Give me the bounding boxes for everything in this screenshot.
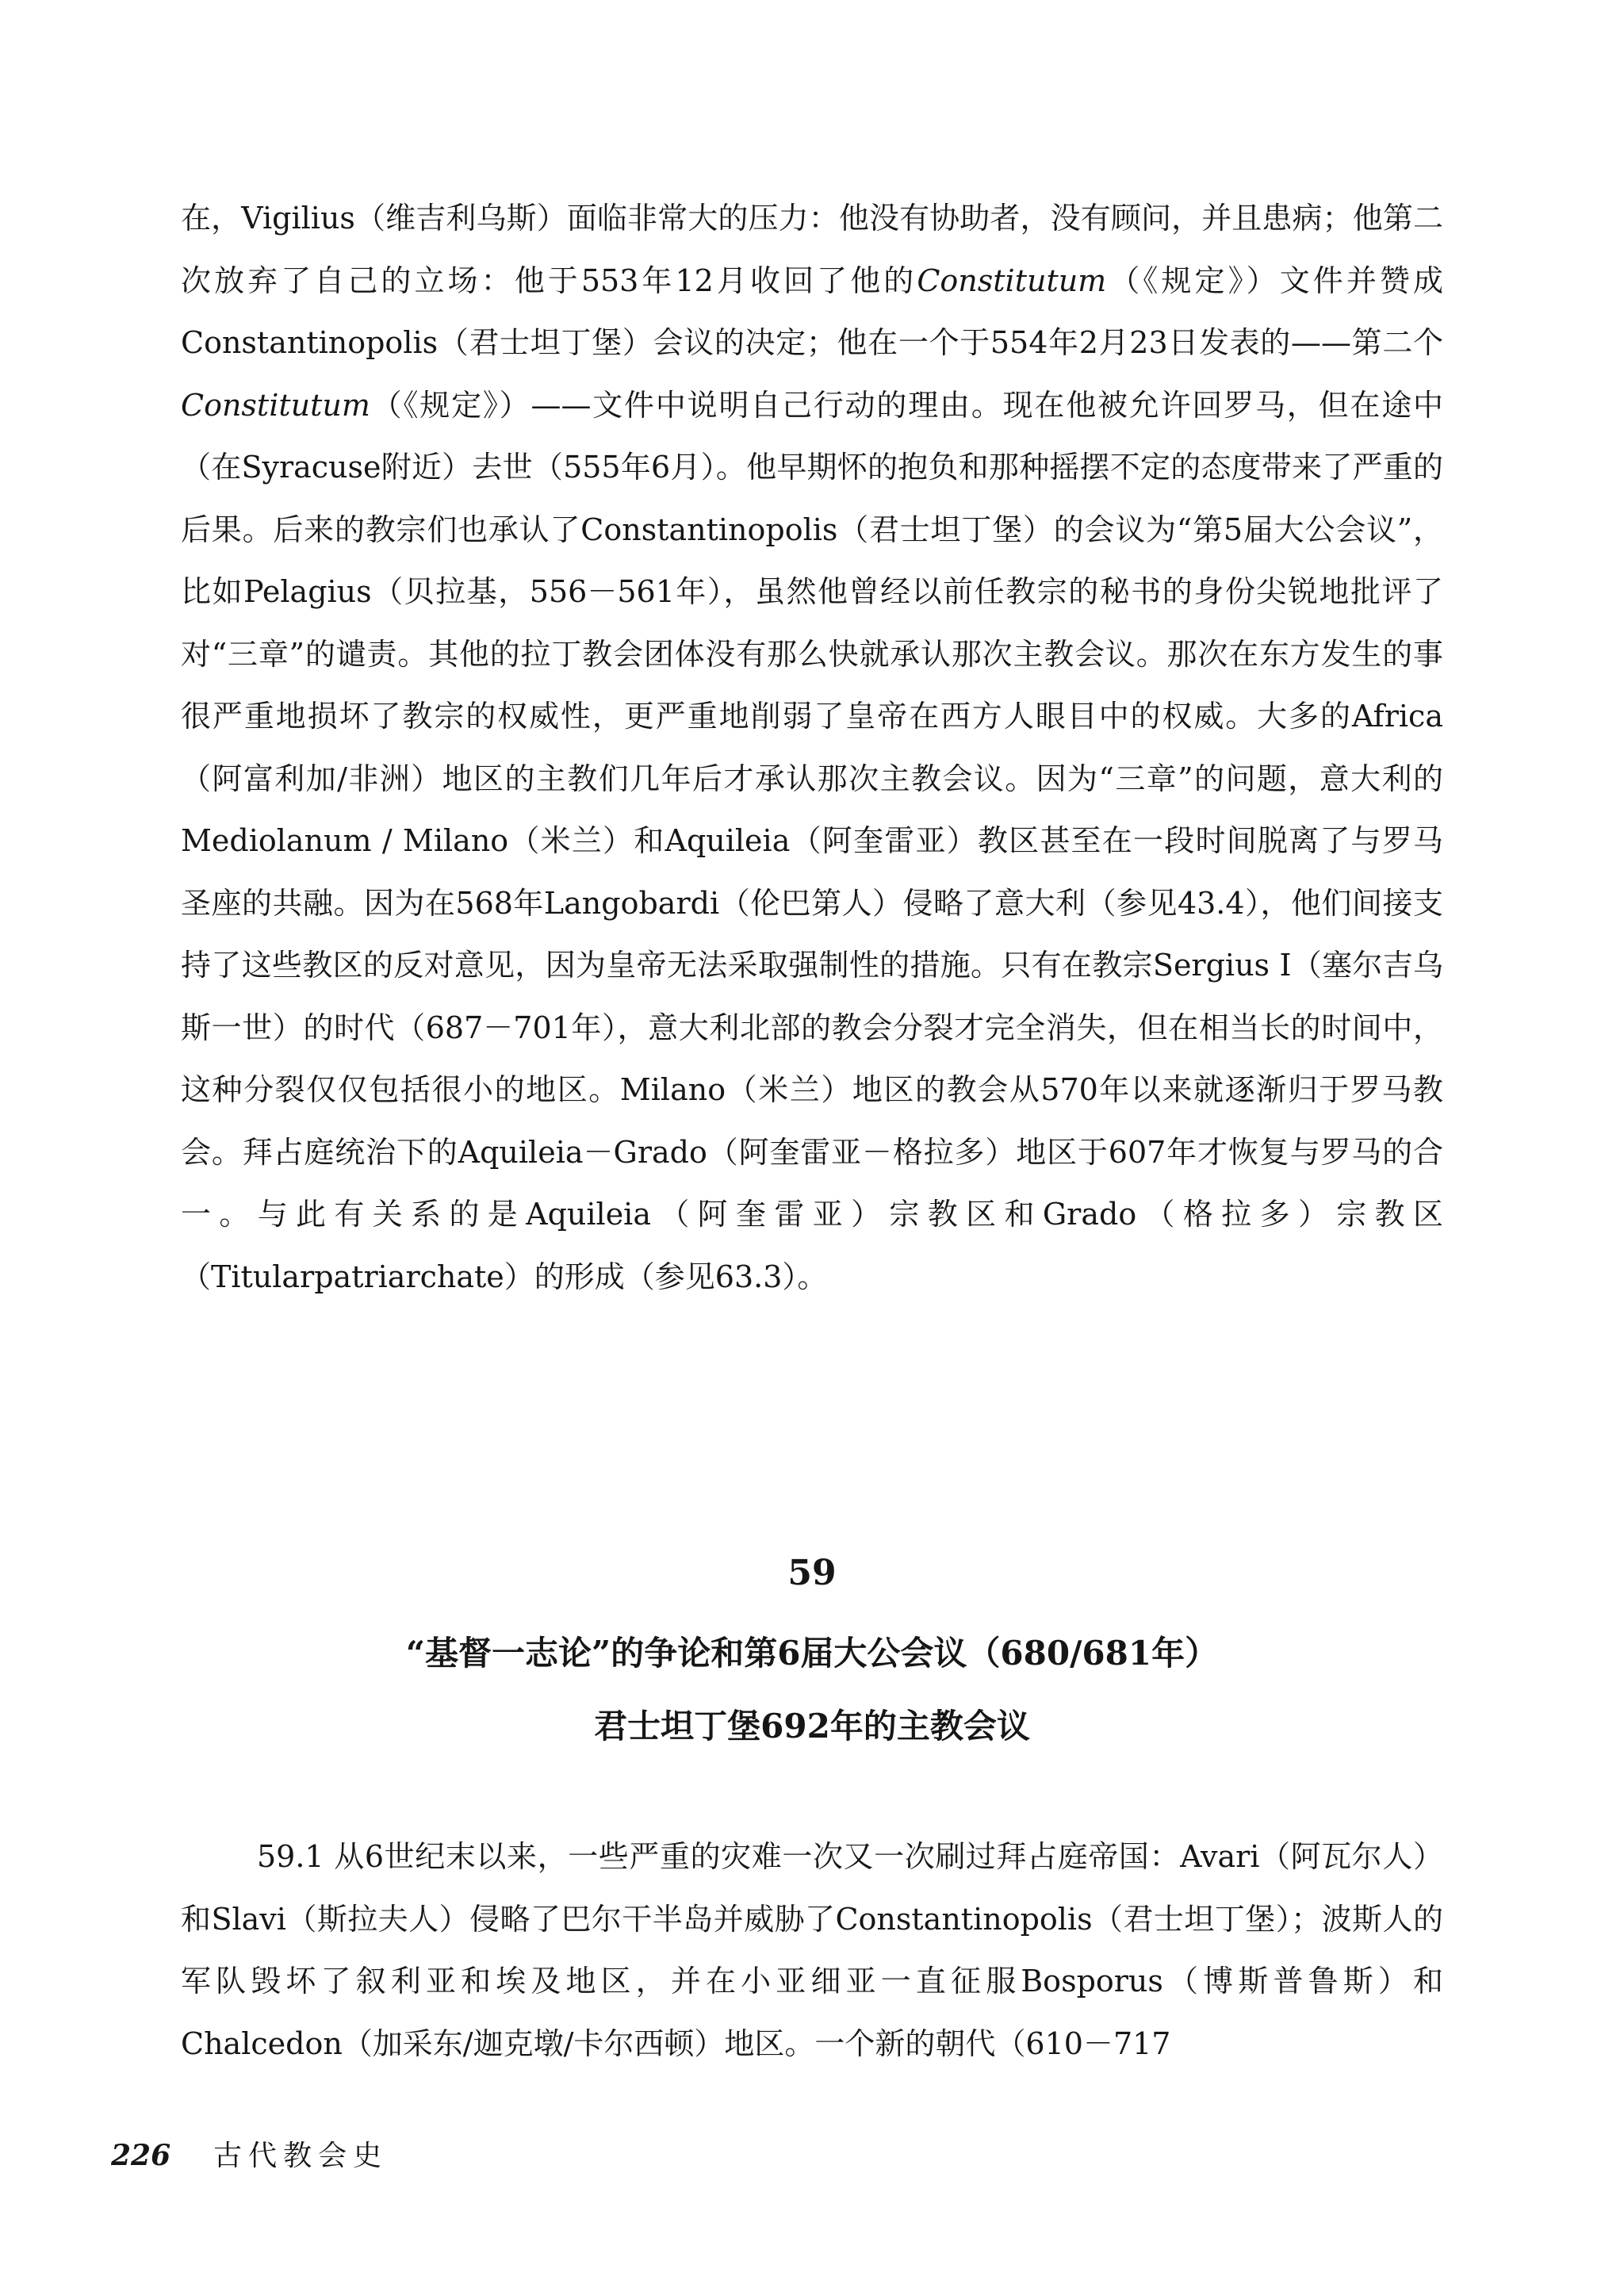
italic-term: Constitutum [181,387,370,423]
page-footer [111,2133,388,2174]
section-title-line-1: “基督一志论”的争论和第6届大公会议（680/681年） [405,1634,1219,1673]
page-number: 226 [111,2139,171,2172]
section-title-line-2: 君士坦丁堡692年的主教会议 [594,1707,1030,1746]
body-paragraph-continuation [181,187,1443,1308]
body-paragraph-59-1: 59.1 从6世纪末以来，一些严重的灾难一次又一次刷过拜占庭帝国：Avari（阿瓦尔人）和Slavi（斯拉夫人）侵略了巴尔干半岛并威胁了Constantinopolis（君士坦丁堡）；波斯人的军队毁坏了叙利亚和埃及地区，并在小亚细亚一直征服Bosporus（博斯普鲁斯）和Chalcedon（加采东/迦克墩/卡尔西顿）地区。一个新的朝代（610－717 [181,1839,1443,2061]
italic-term: Constitutum [917,263,1107,298]
text-run: 在，Vigilius（维吉利乌斯）面临非常大的压力：他没有协助者，没有顾问，并且患病；他第二次放弃了自己的立场：他于553年12月收回了他的 [181,201,1443,298]
text-run: （《规定》）——文件中说明自己行动的理由。现在他被允许回罗马，但在途中（在Syracuse附近）去世（555年6月）。他早期怀的抱负和那种摇摆不定的态度带来了严重的后果。后来的教宗们也承认了Constantinopolis（君士坦丁堡）的会议为“第5届大公会议”，比如Pelagius（贝拉基，556－561年），虽然他曾经以前任教宗的秘书的身份尖锐地批评了对“三章”的谴责。其他的拉丁教会团体没有那么快就承认那次主教会议。那次在东方发生的事很严重地损坏了教宗的权威性，更严重地削弱了皇帝在西方人眼目中的权威。大多的Africa（阿富利加/非洲）地区的主教们几年后才承认那次主教会议。因为“三章”的问题，意大利的Mediolanum / Milano（米兰）和Aquileia（阿奎雷亚）教区甚至在一段时间脱离了与罗马圣座的共融。因为在568年Langobardi（伦巴第人）侵略了意大利（参见43.4），他们间接支持了这些教区的反对意见，因为皇帝无法采取强制性的措施。只有在教宗Sergius I（塞尔吉乌斯一世）的时代（687－701年），意大利北部的教会分裂才完全消失，但在相当长的时间中，这种分裂仅仅包括很小的地区。Milano（米兰）地区的教会从570年以来就逐渐归于罗马教会。拜占庭统治下的Aquileia－Grado（阿奎雷亚－格拉多）地区于607年才恢复与罗马的合一。与此有关系的是Aquileia（阿奎雷亚）宗教区和Grado（格拉多）宗教区（Titularpatriarchate）的形成（参见63.3）。 [181,387,1443,1294]
section-number: 59 [787,1553,837,1593]
text-run: （《规定》）文件并赞成Constantinopolis（君士坦丁堡）会议的决定；他在一个于554年2月23日发表的——第二个 [181,263,1443,360]
running-title: 古代教会史 [213,2140,389,2172]
